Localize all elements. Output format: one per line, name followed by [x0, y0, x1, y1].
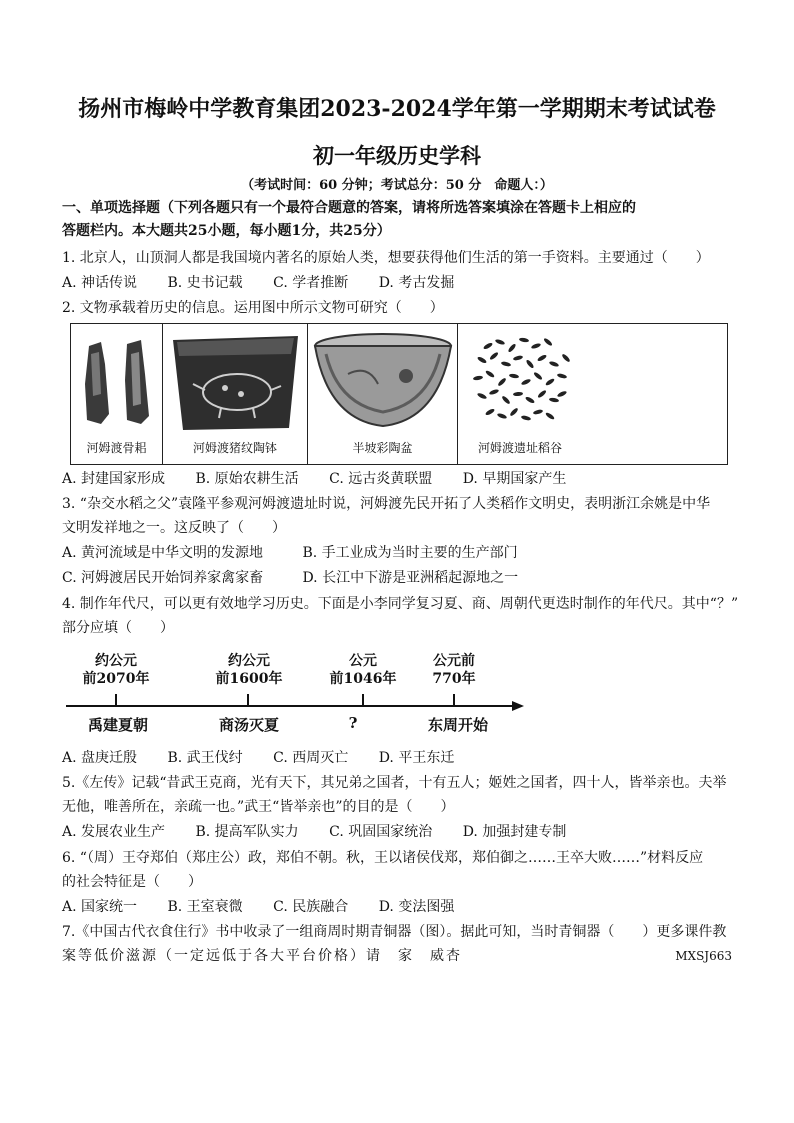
question-2-option-b[interactable]: B. 原始农耕生活	[195, 471, 299, 487]
timeline-date-1-line2: 前2070年	[82, 671, 150, 687]
timeline-event-3: ?	[348, 714, 358, 732]
question-4-stem-line1: 4. 制作年代尺，可以更有效地学习历史。下面是小李同学复习夏、商、周朝代更迭时制作的年代尺。其中“？”	[62, 596, 739, 612]
question-5-stem-line1: 5.《左传》记载“昔武王克商，光有天下，其兄弟之国者，十有五人；姬姓之国者，四十人，皆举亲也。夫举	[62, 775, 727, 791]
figure-pig-bowl	[163, 324, 308, 464]
timeline-date-2	[204, 652, 294, 688]
figure-painted-basin	[308, 324, 458, 464]
question-5-option-a[interactable]: A. 发展农业生产	[62, 824, 166, 840]
timeline-date-3	[318, 652, 408, 688]
timeline-date-3-line2: 前1046年	[329, 671, 397, 687]
question-3-option-c[interactable]: C. 河姆渡居民开始饲养家禽家畜	[62, 570, 264, 586]
exam-subtitle: 初一年级历史学科	[313, 143, 481, 168]
question-1-options	[62, 272, 738, 294]
timeline-date-4-line2: 770年	[432, 671, 476, 687]
question-1-option-d[interactable]: D. 考古发掘	[378, 275, 455, 291]
timeline-date-3-line1: 公元	[349, 653, 377, 669]
timeline-date-1	[76, 652, 156, 688]
question-4-options	[62, 747, 738, 769]
question-1-option-b[interactable]: B. 史书记载	[167, 275, 243, 291]
question-4-option-d[interactable]: D. 平王东迁	[378, 750, 455, 766]
question-5-option-b[interactable]: B. 提高军队实力	[195, 824, 299, 840]
question-4-option-b[interactable]: B. 武王伐纣	[167, 750, 243, 766]
figure-rice-grains	[458, 324, 724, 464]
section-heading-line1: 一、单项选择题（下列各题只有一个最符合题意的答案，请将所选答案填涂在答题卡上相应的	[62, 200, 636, 216]
question-6-stem-line2: 的社会特征是（ ）	[62, 874, 202, 890]
figure-caption-1: 河姆渡骨耜	[86, 441, 147, 455]
question-5-option-d[interactable]: D. 加强封建专制	[462, 824, 567, 840]
timeline-date-2-line1: 约公元	[228, 653, 270, 669]
question-2-option-d[interactable]: D. 早期国家产生	[462, 471, 567, 487]
question-2-stem: 2. 文物承载着历史的信息。运用图中所示文物可研究（ ）	[62, 300, 444, 316]
question-6-options	[62, 896, 738, 918]
question-7-stem-line2: 案等低价滋源（一定远低于各大平台价格）请 家 威杏	[62, 948, 462, 964]
figure-caption-3: 半坡彩陶盆	[352, 441, 413, 455]
question-3-options-row2	[62, 567, 738, 589]
question-4-option-c[interactable]: C. 西周灭亡	[273, 750, 349, 766]
question-3-stem-line2: 文明发祥地之一。这反映了（ ）	[62, 520, 286, 536]
artifact-figure-row	[70, 323, 728, 465]
question-2-options	[62, 468, 738, 490]
question-2-option-a[interactable]: A. 封建国家形成	[62, 471, 166, 487]
question-4-stem-line2: 部分应填（ ）	[62, 620, 174, 636]
question-1-option-a[interactable]: A. 神话传说	[62, 275, 138, 291]
timeline-date-4	[414, 652, 494, 688]
question-6-option-b[interactable]: B. 王室衰微	[167, 899, 243, 915]
timeline-event-4: 东周开始	[427, 716, 488, 734]
question-5-option-c[interactable]: C. 巩固国家统治	[329, 824, 433, 840]
question-1-stem: 1. 北京人，山顶洞人都是我国境内著名的原始人类，想要获得他们生活的第一手资料。主要通过（ ）	[62, 250, 710, 266]
question-2-option-c[interactable]: C. 远古炎黄联盟	[329, 471, 433, 487]
question-4-option-a[interactable]: A. 盘庚迁殷	[62, 750, 138, 766]
question-6-option-d[interactable]: D. 变法图强	[378, 899, 455, 915]
timeline-event-1: 禹建夏朝	[87, 716, 148, 734]
timeline-date-4-line1: 公元前	[433, 653, 475, 669]
figure-bone-spade	[71, 324, 163, 464]
figure-caption-4: 河姆渡遗址稻谷	[477, 441, 562, 455]
timeline-date-2-line2: 前1600年	[215, 671, 283, 687]
question-1-option-c[interactable]: C. 学者推断	[273, 275, 349, 291]
question-7-stem-line1: 7.《中国古代衣食住行》书中收录了一组商周时期青铜器（图）。据此可知，当时青铜器（ ）更多课件教	[62, 924, 727, 940]
exam-meta: （考试时间：60 分钟；考试总分：50 分 命题人：）	[241, 178, 553, 193]
timeline-event-2: 商汤灭夏	[218, 716, 279, 734]
question-3-stem-line1: 3. “杂交水稻之父”袁隆平参观河姆渡遗址时说，河姆渡先民开拓了人类稻作文明史，表明浙江余姚是中华	[62, 496, 711, 512]
exam-title: 扬州市梅岭中学教育集团2023-2024学年第一学期期末考试试卷	[78, 96, 716, 122]
question-6-option-a[interactable]: A. 国家统一	[62, 899, 138, 915]
section-heading-line2: 答题栏内。本大题共25小题，每小题1分，共25分）	[62, 223, 391, 239]
question-3-option-d[interactable]: D. 长江中下游是亚洲稻起源地之一	[302, 570, 519, 586]
question-5-stem-line2: 无他，唯善所在，亲疏一也。”武王“皆举亲也”的目的是（ ）	[62, 799, 455, 815]
timeline-date-1-line1: 约公元	[95, 653, 137, 669]
question-6-stem-line1: 6. “（周）王夺郑伯（郑庄公）政，郑伯不朝。秋，王以诸侯伐郑，郑伯御之……王卒大败……”材料反应	[62, 850, 704, 866]
question-5-options	[62, 821, 738, 843]
question-3-option-a[interactable]: A. 黄河流域是中华文明的发源地	[62, 545, 264, 561]
chronology-timeline	[66, 650, 526, 740]
question-3-option-b[interactable]: B. 手工业成为当时主要的生产部门	[302, 545, 518, 561]
question-3-options-row1	[62, 542, 738, 564]
question-6-option-c[interactable]: C. 民族融合	[273, 899, 349, 915]
figure-caption-2: 河姆渡猪纹陶钵	[192, 441, 277, 455]
document-code: MXSJ663	[675, 949, 732, 963]
